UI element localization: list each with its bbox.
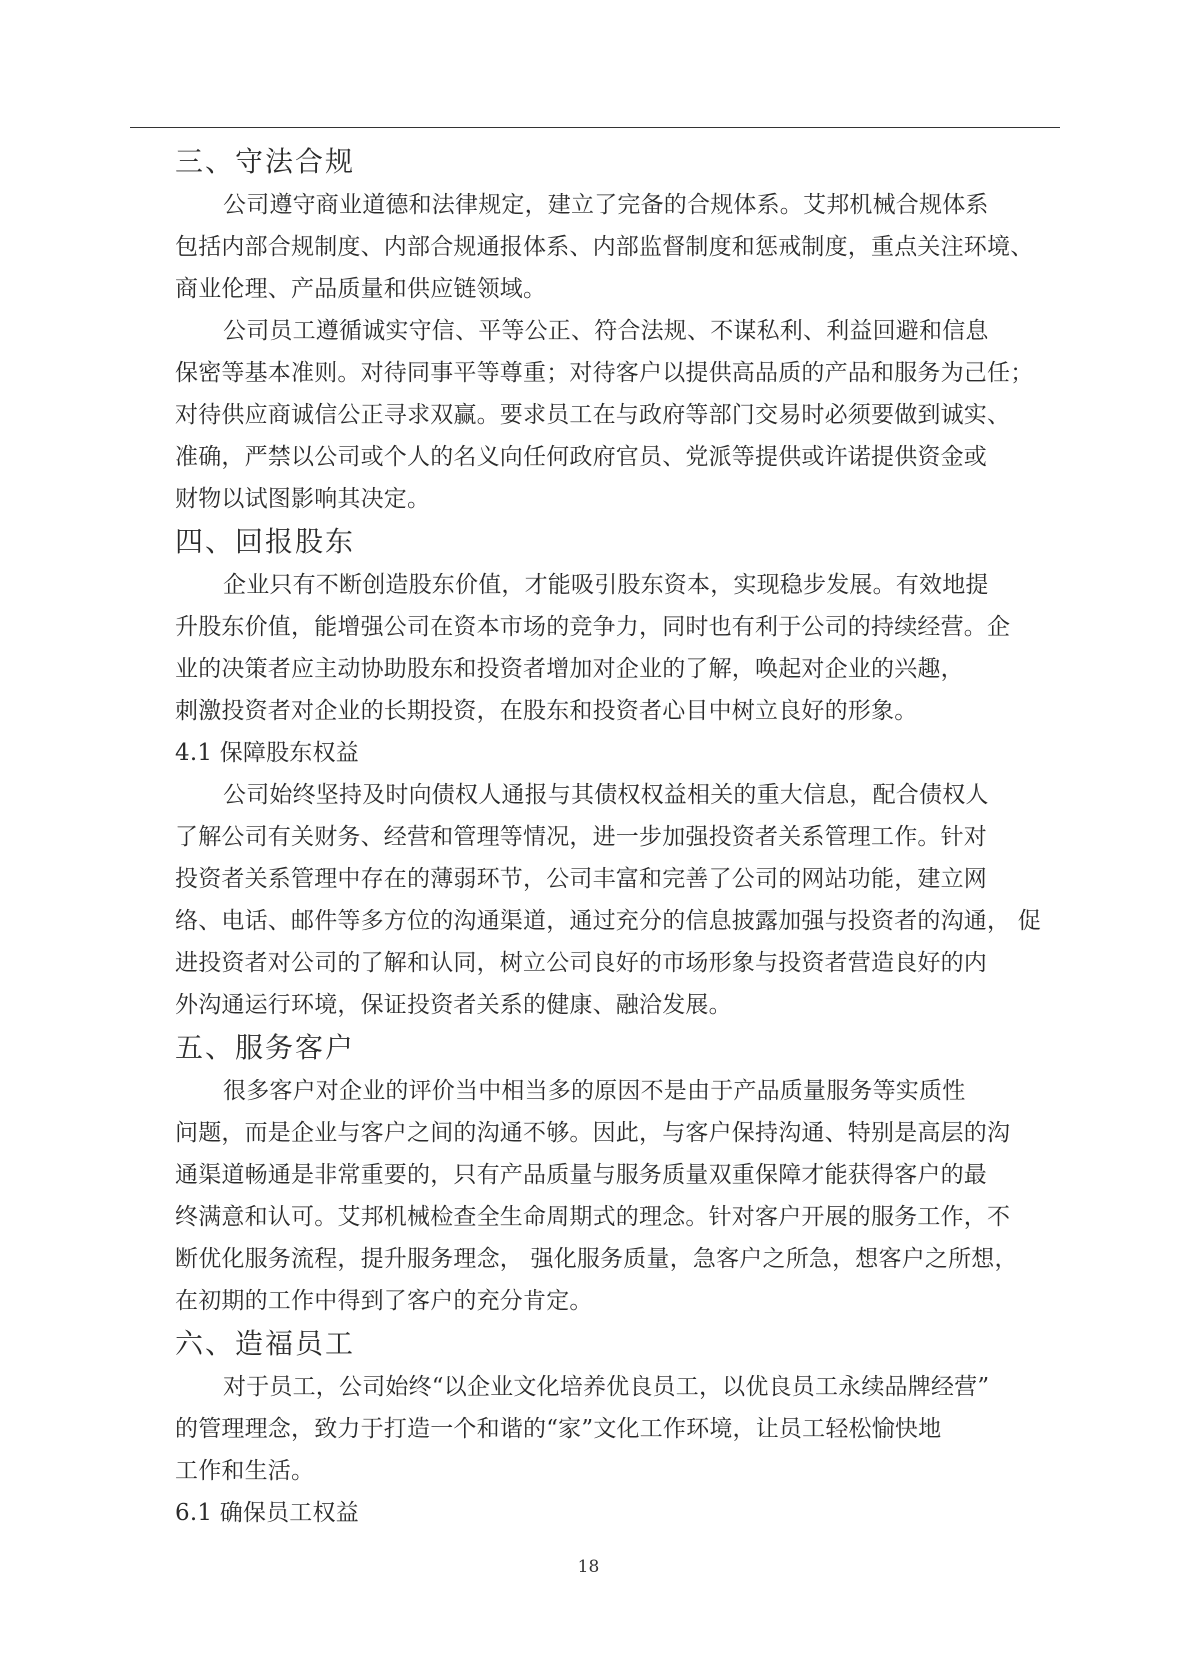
section-heading-shareholders: 四、回报股东 — [175, 525, 356, 558]
text-line: 进投资者对公司的了解和认同，树立公司良好的市场形象与投资者营造良好的内 — [175, 950, 987, 976]
text-line: 投资者关系管理中存在的薄弱环节，公司丰富和完善了公司的网站功能，建立网 — [175, 866, 987, 892]
text-line: 络、电话、邮件等多方位的沟通渠道，通过充分的信息披露加强与投资者的沟通， 促 — [175, 908, 1041, 934]
text-line: 问题，而是企业与客户之间的沟通不够。因此，与客户保持沟通、特别是高层的沟 — [175, 1120, 1011, 1146]
text-line: 终满意和认可。艾邦机械检查全生命周期式的理念。针对客户开展的服务工作，不 — [175, 1204, 1011, 1230]
text-line: 刺激投资者对企业的长期投资，在股东和投资者心目中树立良好的形象。 — [175, 698, 918, 724]
paragraph — [175, 1366, 1025, 1492]
text-line: 业的决策者应主动协助股东和投资者增加对企业的了解，唤起对企业的兴趣， — [175, 656, 964, 682]
subsection-heading-employee-rights: 6.1 确保员工权益 — [175, 1500, 359, 1526]
text-line: 公司遵守商业道德和法律规定，建立了完备的合规体系。艾邦机械合规体系 — [223, 192, 989, 218]
text-line: 财物以试图影响其决定。 — [175, 486, 431, 512]
subsection-heading-shareholder-rights: 4.1 保障股东权益 — [175, 740, 359, 766]
page-body — [175, 140, 1041, 1534]
text-line: 工作和生活。 — [175, 1458, 315, 1484]
text-line: 很多客户对企业的评价当中相当多的原因不是由于产品质量服务等实质性 — [223, 1078, 966, 1104]
text-line: 包括内部合规制度、内部合规通报体系、内部监督制度和惩戒制度，重点关注环境、 — [175, 234, 1034, 260]
text-line: 公司始终坚持及时向债权人通报与其债权权益相关的重大信息，配合债权人 — [223, 782, 989, 808]
text-line: 准确，严禁以公司或个人的名义向任何政府官员、党派等提供或许诺提供资金或 — [175, 444, 987, 470]
text-line: 企业只有不断创造股东价值，才能吸引股东资本，实现稳步发展。有效地提 — [223, 572, 989, 598]
text-line: 的管理理念，致力于打造一个和谐的“家”文化工作环境，让员工轻松愉快地 — [175, 1416, 942, 1442]
page-number: 18 — [577, 1557, 600, 1577]
text-line: 断优化服务流程，提升服务理念， 强化服务质量，急客户之所急，想客户之所想， — [175, 1246, 1018, 1272]
text-line: 对待供应商诚信公正寻求双赢。要求员工在与政府等部门交易时必须要做到诚实、 — [175, 402, 1011, 428]
text-line: 了解公司有关财务、经营和管理等情况，进一步加强投资者关系管理工作。针对 — [175, 824, 987, 850]
paragraph — [175, 184, 1034, 310]
paragraph — [175, 774, 1041, 1026]
text-line: 保密等基本准则。对待同事平等尊重；对待客户以提供高品质的产品和服务为己任； — [175, 360, 1034, 386]
section-heading-compliance: 三、守法合规 — [175, 145, 356, 178]
header-rule — [130, 127, 1060, 128]
text-line: 对于员工，公司始终“以企业文化培养优良员工，以优良员工永续品牌经营” — [223, 1374, 990, 1400]
section-heading-customers: 五、服务客户 — [175, 1031, 356, 1064]
text-line: 外沟通运行环境，保证投资者关系的健康、融洽发展。 — [175, 992, 732, 1018]
paragraph — [175, 564, 1025, 732]
text-line: 商业伦理、产品质量和供应链领域。 — [175, 276, 547, 302]
paragraph — [175, 310, 1034, 520]
text-line: 升股东价值，能增强公司在资本市场的竞争力，同时也有利于公司的持续经营。企 — [175, 614, 1011, 640]
section-heading-employees: 六、造福员工 — [175, 1327, 356, 1360]
text-line: 在初期的工作中得到了客户的充分肯定。 — [175, 1288, 593, 1314]
paragraph — [175, 1070, 1025, 1322]
text-line: 公司员工遵循诚实守信、平等公正、符合法规、不谋私利、利益回避和信息 — [223, 318, 989, 344]
text-line: 通渠道畅通是非常重要的，只有产品质量与服务质量双重保障才能获得客户的最 — [175, 1162, 987, 1188]
